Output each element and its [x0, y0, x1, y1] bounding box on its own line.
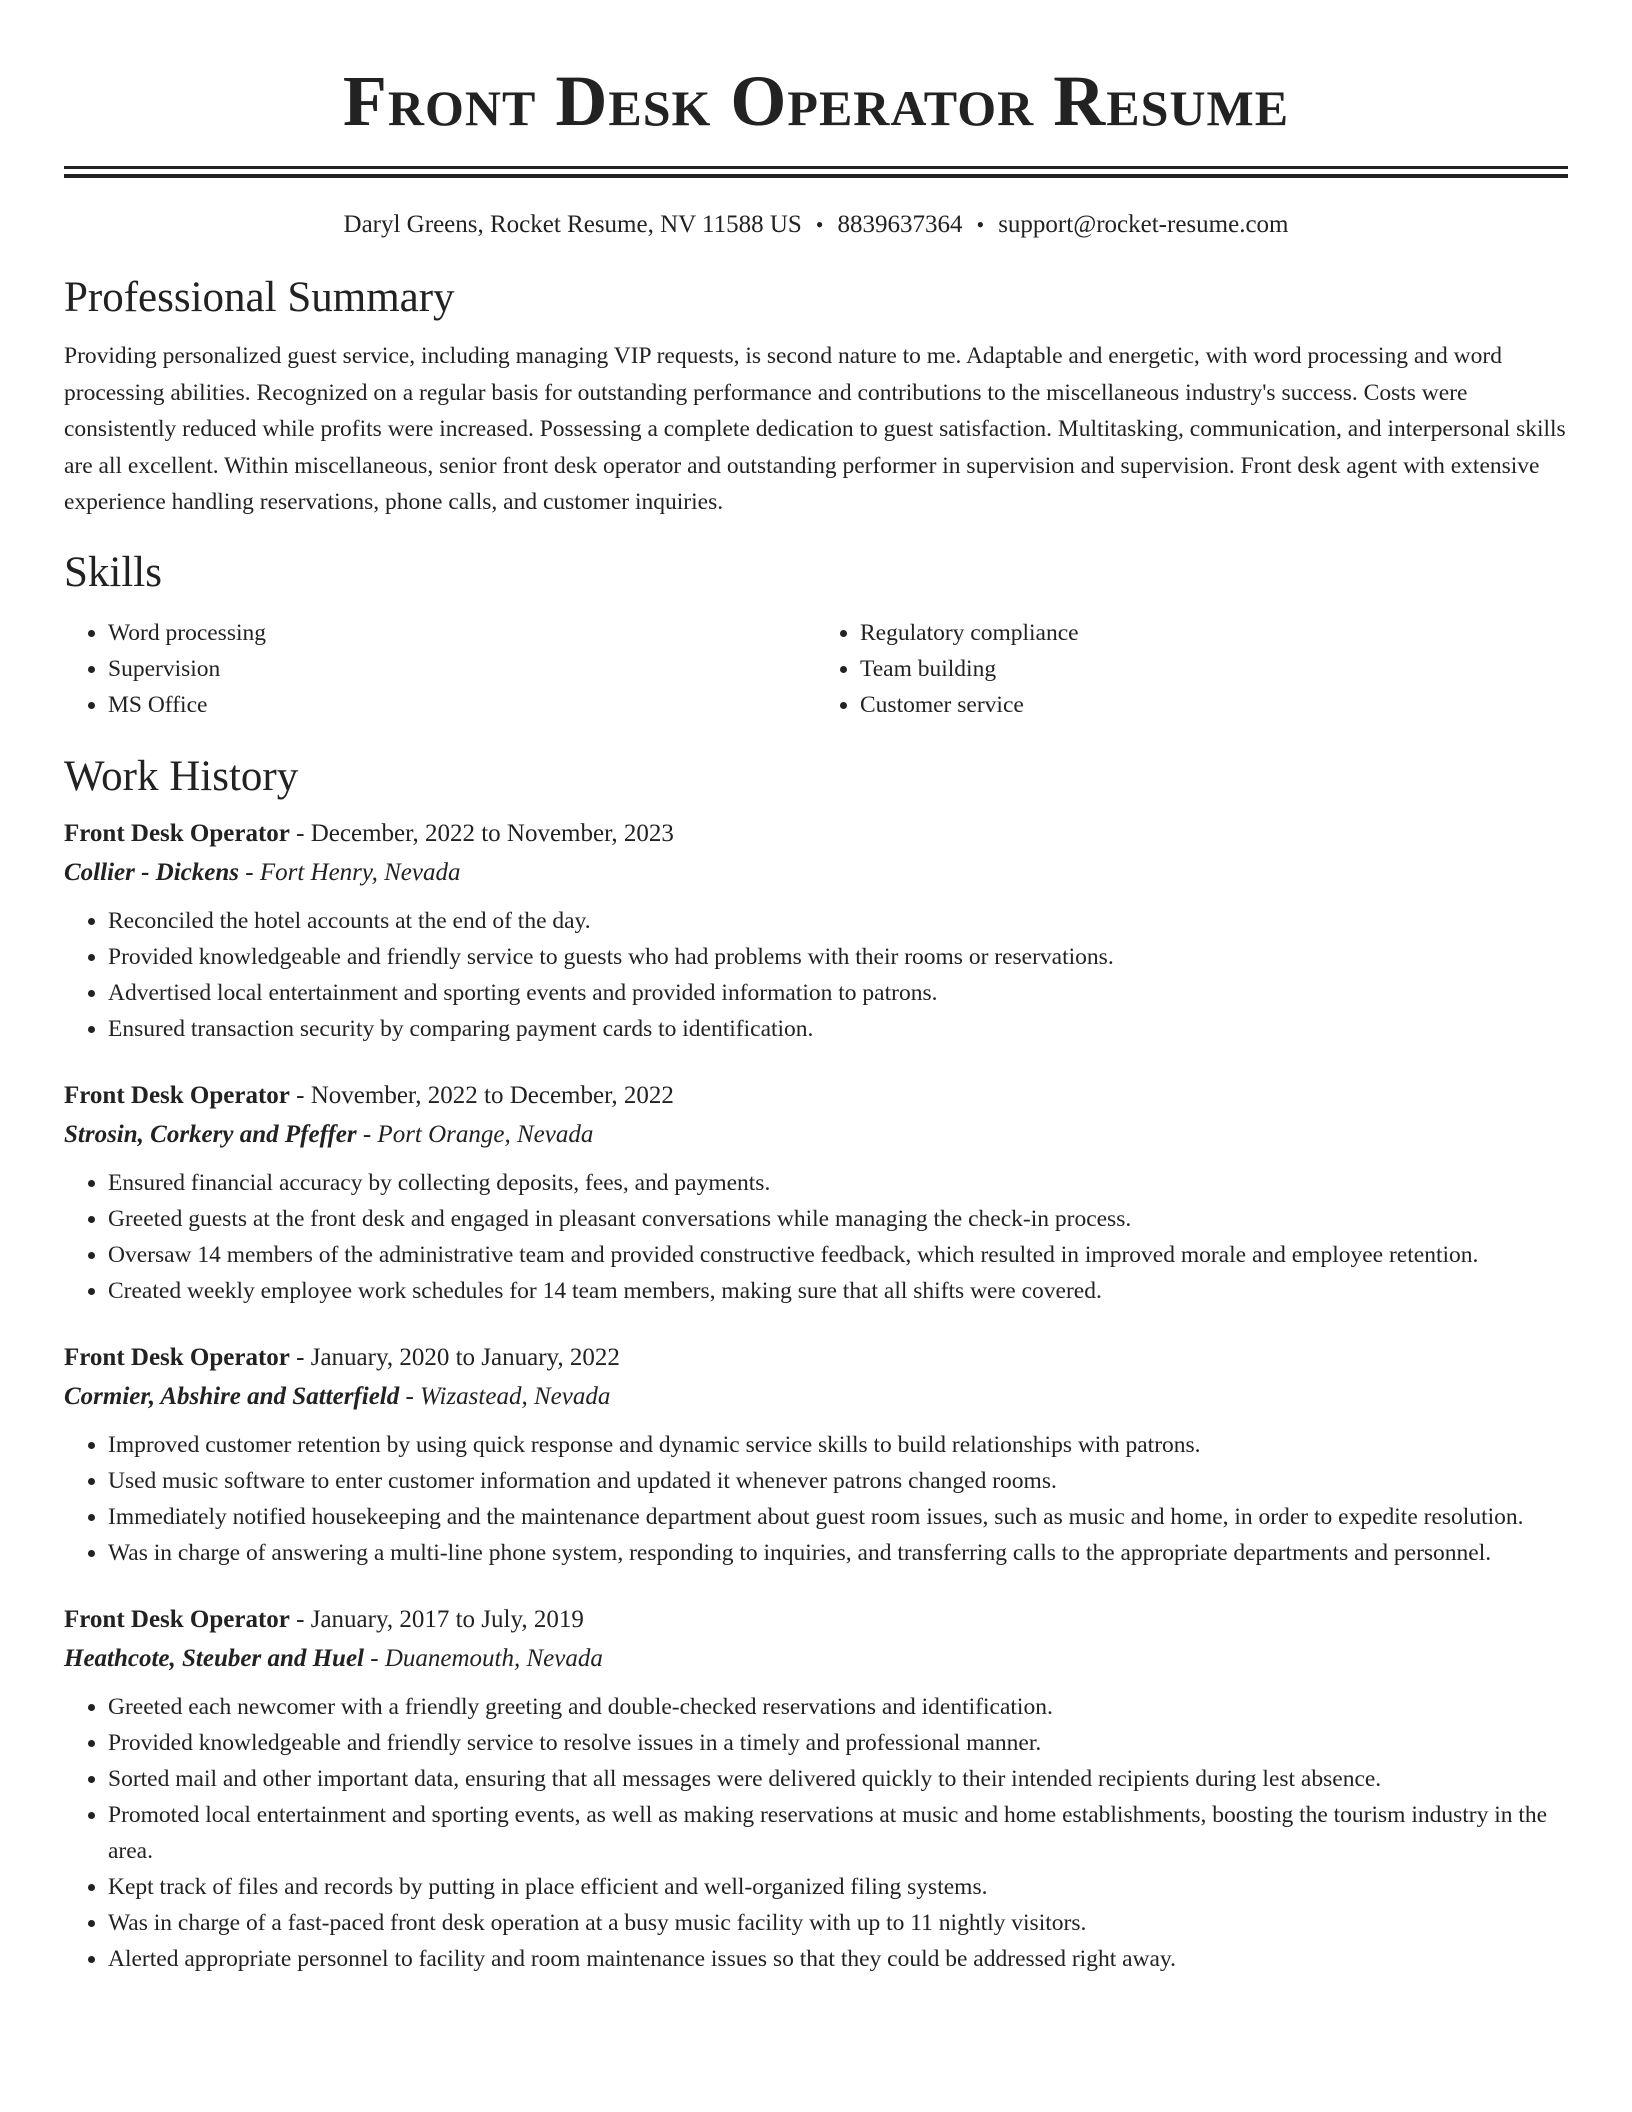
skills-list: [64, 615, 1568, 723]
contact-email: support@rocket-resume.com: [998, 211, 1289, 238]
skill-item: • Regulatory compliance: [860, 615, 1568, 651]
job-company: Heathcote, Steuber and Huel: [64, 1644, 364, 1672]
job-company-line: [64, 1115, 1568, 1155]
job-bullets: [64, 1427, 1568, 1571]
job-dates: - December, 2022 to November, 2023: [289, 819, 674, 847]
job-company-line: [64, 1639, 1568, 1679]
job-location: - Duanemouth, Nevada: [364, 1644, 603, 1672]
job-bullet: • Greeted guests at the front desk and engaged in pleasant conversations while managing the check-in process.: [108, 1201, 1568, 1237]
skills-heading: Skills: [64, 548, 162, 596]
job-company: Strosin, Corkery and Pfeffer: [64, 1120, 357, 1148]
job-bullet: • Used music software to enter customer information and updated it whenever patrons changed rooms.: [108, 1463, 1568, 1499]
title-divider-top: [64, 166, 1568, 169]
contact-line: [64, 208, 1568, 242]
resume-title: Front Desk Operator Resume: [342, 61, 1290, 141]
job-bullet: • Promoted local entertainment and sporting events, as well as making reservations at music and home establishments, boosting the tourism industry in the area.: [108, 1797, 1568, 1869]
job-bullet: • Reconciled the hotel accounts at the end of the day.: [108, 903, 1568, 939]
job-bullet: • Created weekly employee work schedules for 14 team members, making sure that all shifts were covered.: [108, 1273, 1568, 1309]
skill-item: • Customer service: [860, 687, 1568, 723]
job-location: - Wizastead, Nevada: [399, 1382, 611, 1410]
contact-phone: 8839637364: [837, 211, 963, 238]
job-company: Collier - Dickens: [64, 858, 239, 886]
job-header: [64, 1077, 1568, 1115]
job-company-line: [64, 853, 1568, 893]
job-entry: [64, 1601, 1568, 1977]
job-bullets: [64, 1689, 1568, 1977]
job-company-line: [64, 1377, 1568, 1417]
summary-heading: Professional Summary: [64, 274, 455, 321]
job-bullet: • Oversaw 14 members of the administrative team and provided constructive feedback, which resulted in improved morale and employee retention.: [108, 1237, 1568, 1273]
job-bullet: • Greeted each newcomer with a friendly greeting and double-checked reservations and identification.: [108, 1689, 1568, 1725]
contact-separator: •: [976, 212, 985, 237]
summary-text: Providing personalized guest service, including managing VIP requests, is second nature to me. Adaptable and energetic, with word processing and word processing abilities. Recognized on a regular basis for outstanding performance and contributions to the miscellaneous industry's success. Costs were consistently reduced while profits were increased. Possessing a complete dedication to guest satisfaction. Multitasking, communication, and interpersonal skills are all excellent. Within miscellaneous, senior front desk operator and outstanding performer in supervision and supervision. Front desk agent with extensive experience handling reservations, phone calls, and customer inquiries.: [64, 343, 1566, 515]
job-role: Front Desk Operator: [64, 1605, 290, 1633]
job-bullet: • Alerted appropriate personnel to facility and room maintenance issues so that they could be addressed right away.: [108, 1941, 1568, 1977]
job-bullet: • Provided knowledgeable and friendly service to resolve issues in a timely and professional manner.: [108, 1725, 1568, 1761]
job-entry: [64, 1077, 1568, 1309]
skills-column-left: [64, 615, 816, 723]
job-role: Front Desk Operator: [64, 1081, 290, 1109]
job-bullet: • Advertised local entertainment and sporting events and provided information to patrons.: [108, 975, 1568, 1011]
job-entry: [64, 1339, 1568, 1571]
work-history-heading: Work History: [64, 752, 299, 800]
job-dates: - January, 2020 to January, 2022: [289, 1343, 620, 1371]
job-bullet: • Provided knowledgeable and friendly service to guests who had problems with their rooms or reservations.: [108, 939, 1568, 975]
job-header: [64, 1339, 1568, 1377]
job-location: - Fort Henry, Nevada: [239, 858, 461, 886]
job-bullet: • Ensured transaction security by comparing payment cards to identification.: [108, 1011, 1568, 1047]
job-bullet: • Improved customer retention by using quick response and dynamic service skills to build relationships with patrons.: [108, 1427, 1568, 1463]
job-dates: - November, 2022 to December, 2022: [289, 1081, 674, 1109]
skill-item: • Team building: [860, 651, 1568, 687]
job-role: Front Desk Operator: [64, 819, 290, 847]
job-company: Cormier, Abshire and Satterfield: [64, 1382, 400, 1410]
job-entry: [64, 815, 1568, 1047]
skill-item: • Supervision: [108, 651, 816, 687]
job-bullet: • Kept track of files and records by putting in place efficient and well-organized filing systems.: [108, 1869, 1568, 1905]
job-bullets: [64, 1165, 1568, 1309]
contact-address: Daryl Greens, Rocket Resume, NV 11588 US: [343, 211, 802, 238]
job-role: Front Desk Operator: [64, 1343, 290, 1371]
skills-column-right: [816, 615, 1568, 723]
skill-item: • Word processing: [108, 615, 816, 651]
job-bullet: • Sorted mail and other important data, ensuring that all messages were delivered quickly to their intended recipients during lest absence.: [108, 1761, 1568, 1797]
title-divider-bottom: [64, 174, 1568, 178]
job-bullet: • Was in charge of answering a multi-line phone system, responding to inquiries, and transferring calls to the appropriate departments and personnel.: [108, 1535, 1568, 1571]
job-bullets: [64, 903, 1568, 1047]
job-header: [64, 815, 1568, 853]
skill-item: • MS Office: [108, 687, 816, 723]
contact-separator: •: [815, 212, 824, 237]
job-dates: - January, 2017 to July, 2019: [289, 1605, 584, 1633]
job-location: - Port Orange, Nevada: [356, 1120, 594, 1148]
job-bullet: • Immediately notified housekeeping and the maintenance department about guest room issues, such as music and home, in order to expedite resolution.: [108, 1499, 1568, 1535]
job-header: [64, 1601, 1568, 1639]
job-bullet: • Ensured financial accuracy by collecting deposits, fees, and payments.: [108, 1165, 1568, 1201]
job-bullet: • Was in charge of a fast-paced front desk operation at a busy music facility with up to 11 nightly visitors.: [108, 1905, 1568, 1941]
